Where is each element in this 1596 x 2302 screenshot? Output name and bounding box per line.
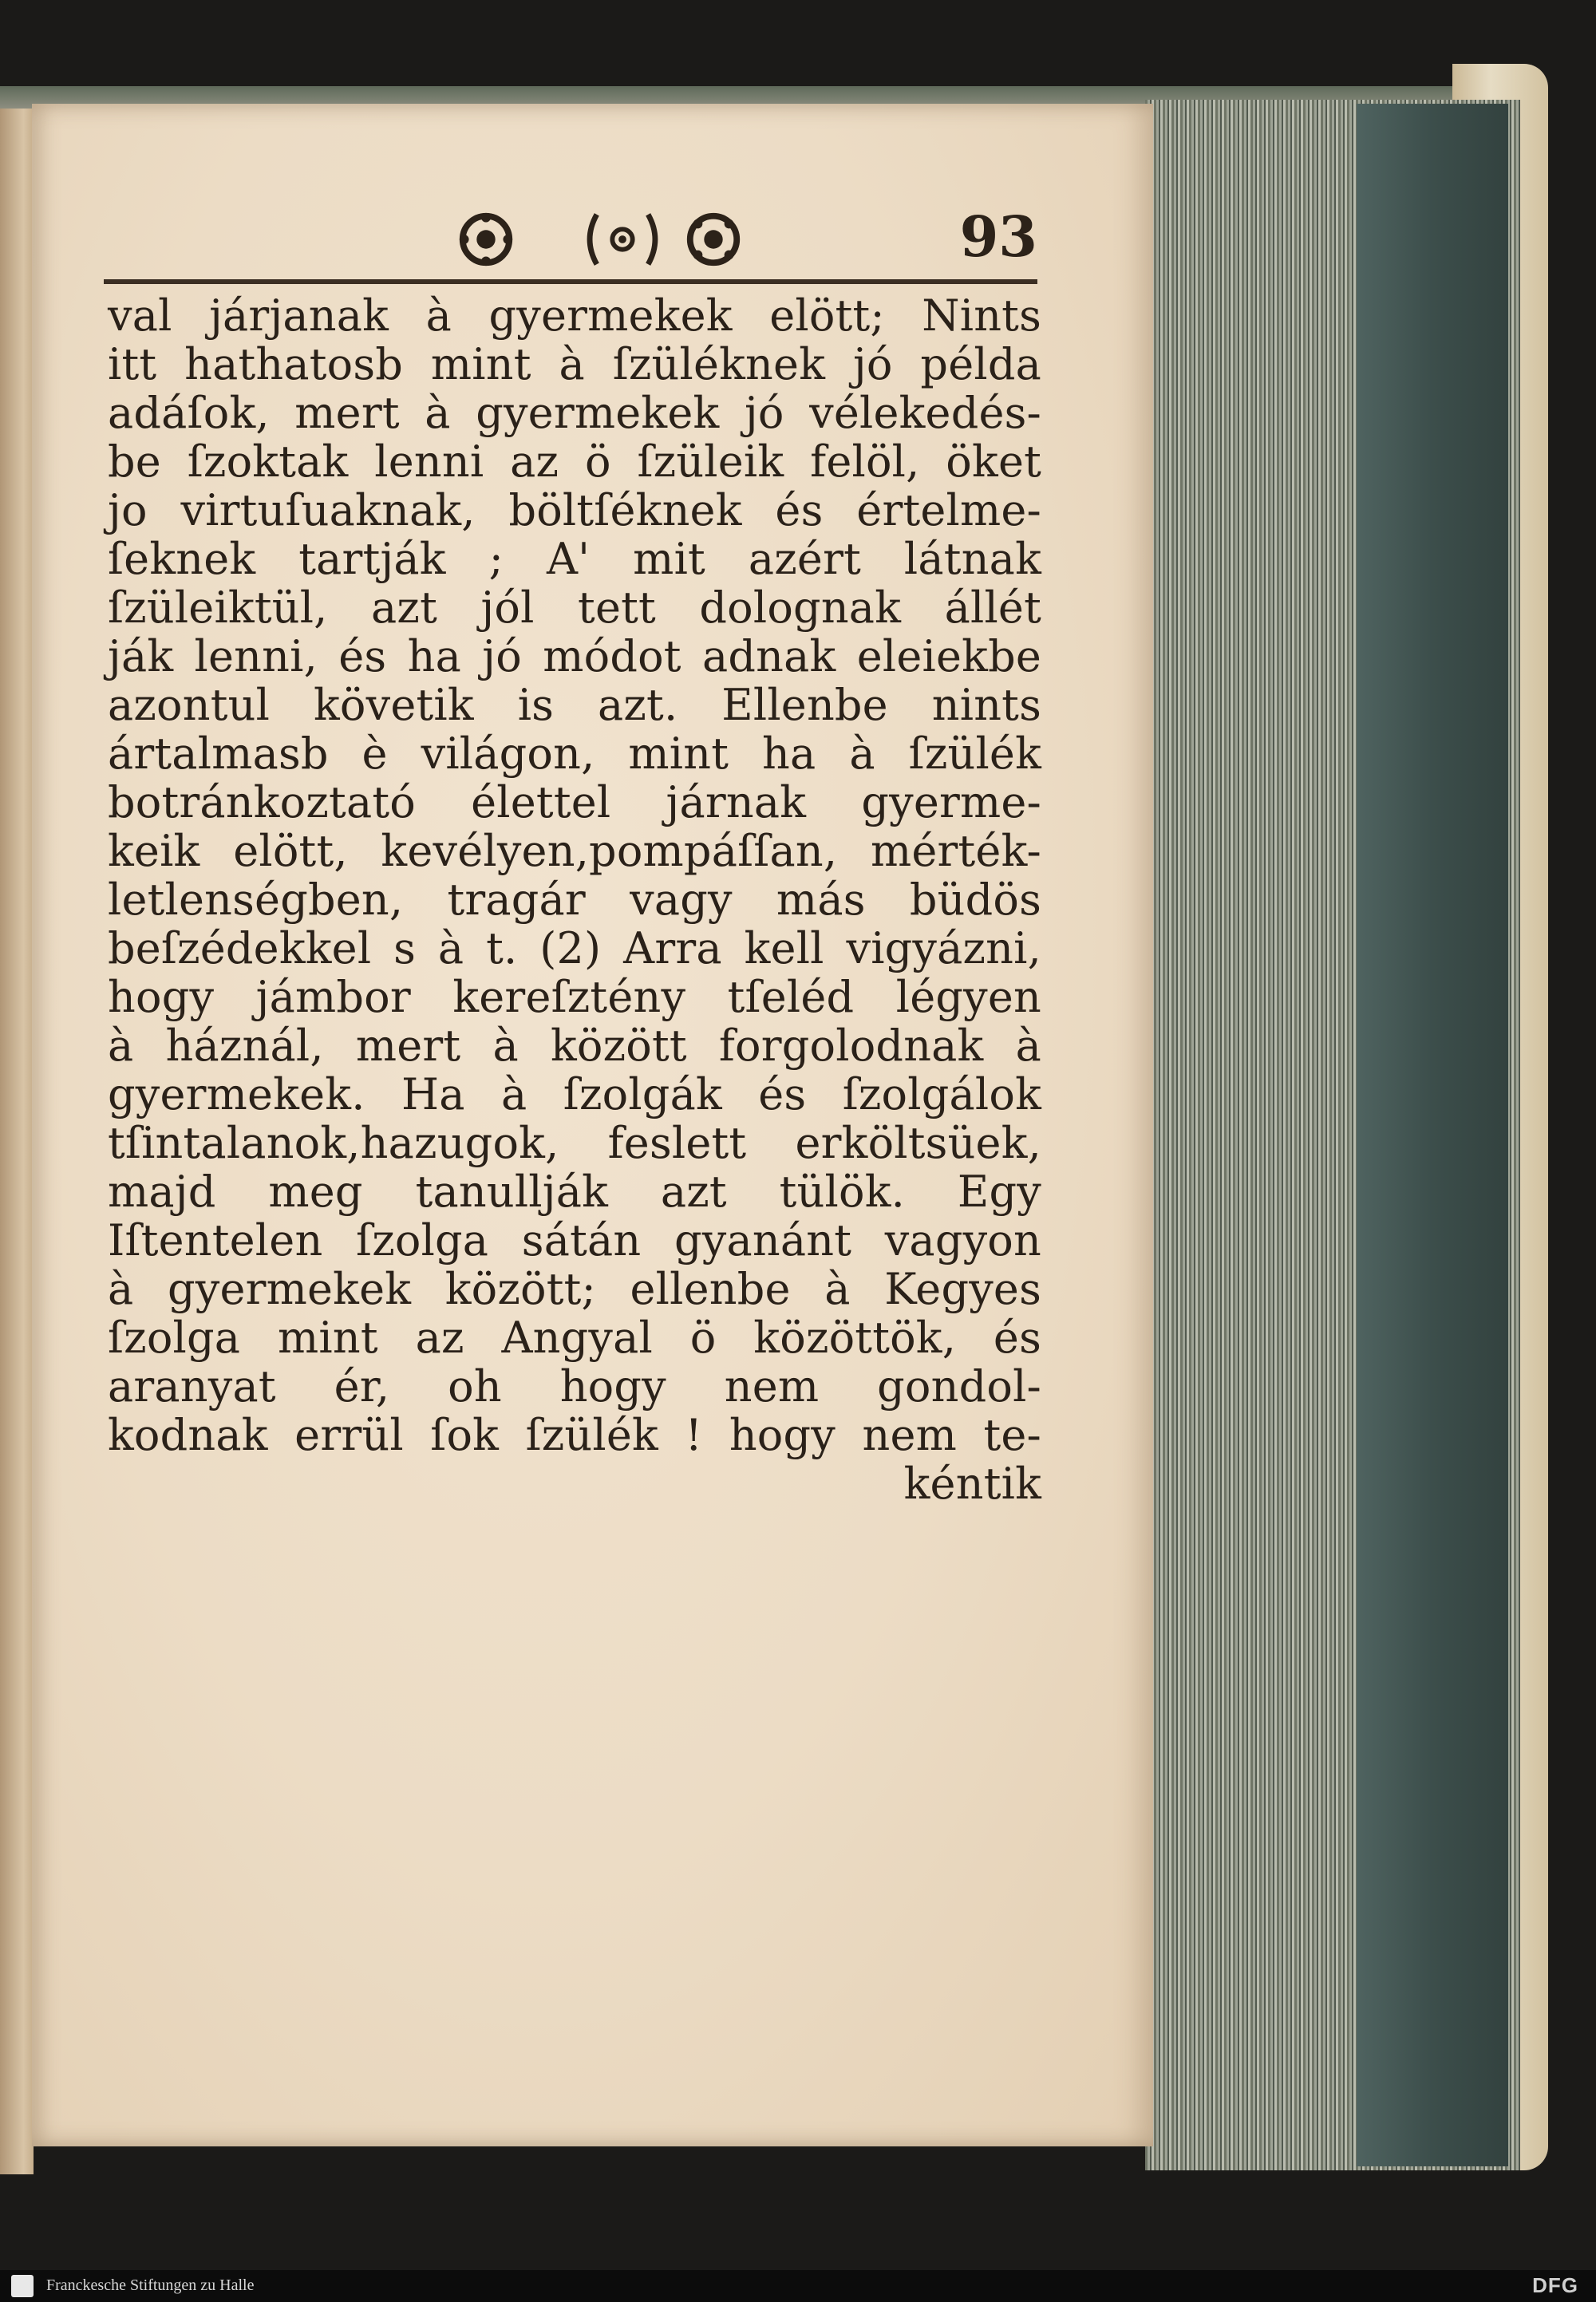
- body-text: [108, 291, 1041, 1508]
- text-line: itt hathatosb mint à ſzüléknek jó példa: [108, 339, 1041, 389]
- header-rule: [104, 279, 1037, 284]
- text-line: kéntik: [903, 1459, 1041, 1509]
- text-line: botránkoztató élettel járnak gyerme-: [108, 777, 1041, 827]
- text-line: kodnak errül ſok ſzülék ! hogy nem te-: [108, 1410, 1041, 1460]
- text-line: gyermekek. Ha à ſzolgák és ſzolgálok: [108, 1069, 1041, 1119]
- text-line: be ſzoktak lenni az ö ſzüleik felöl, öket: [108, 436, 1041, 487]
- text-line: beſzédekkel s à t. (2) Arra kell vigyázni,: [108, 923, 1041, 973]
- text-line: ártalmasb è világon, mint ha à ſzülék: [108, 729, 1041, 779]
- text-line: à háznál, mert à között forgolodnak à: [108, 1021, 1041, 1071]
- flower-ornament-icon: [455, 208, 517, 270]
- text-line: ják lenni, és ha jó módot adnak eleiekbe: [108, 631, 1041, 681]
- page-header: [104, 203, 1037, 283]
- facing-page-edge: [0, 92, 34, 2174]
- paren-ornament-icon: [579, 208, 666, 270]
- text-line: majd meg tanullják azt tülök. Egy: [108, 1167, 1041, 1217]
- text-line: azontul követik is azt. Ellenbe nints: [108, 680, 1041, 730]
- text-line: ſzüleiktül, azt jól tett dolognak állét: [108, 582, 1041, 633]
- footer-institution: Franckesche Stiftungen zu Halle: [46, 2276, 255, 2294]
- flower-ornament-icon: [682, 208, 745, 270]
- fore-edge-dyed: [1357, 104, 1508, 2166]
- text-line: jo virtuſuaknak, böltſéknek és értelme-: [108, 485, 1041, 535]
- text-line: à gyermekek között; ellenbe à Kegyes: [108, 1264, 1041, 1314]
- text-line: keik elött, kevélyen,pompáſſan, mérték-: [108, 826, 1041, 876]
- text-line: Iſtentelen ſzolga sátán gyanánt vagyon: [108, 1215, 1041, 1266]
- text-line: ſeknek tartják ; A' mit azért látnak: [108, 534, 1041, 584]
- text-line: aranyat ér, oh hogy nem gondol-: [108, 1361, 1041, 1412]
- text-line: val járjanak à gyermekek elött; Nints: [108, 290, 1041, 341]
- footer-funder: DFG: [1532, 2273, 1578, 2297]
- footer-bar: [0, 2270, 1596, 2302]
- text-line: ſzolga mint az Angyal ö közöttök, és: [108, 1313, 1041, 1363]
- text-line: tſintalanok,hazugok, feslett erköltsüek,: [108, 1118, 1041, 1168]
- text-line: letlenségben, tragár vagy más büdös: [108, 875, 1041, 925]
- text-line: adáſok, mert à gyermekek jó vélekedés-: [108, 388, 1041, 438]
- text-line: hogy jámbor kereſztény tſeléd légyen: [108, 972, 1041, 1022]
- institution-logo-icon: [11, 2275, 34, 2297]
- page-number: 93: [959, 203, 1037, 270]
